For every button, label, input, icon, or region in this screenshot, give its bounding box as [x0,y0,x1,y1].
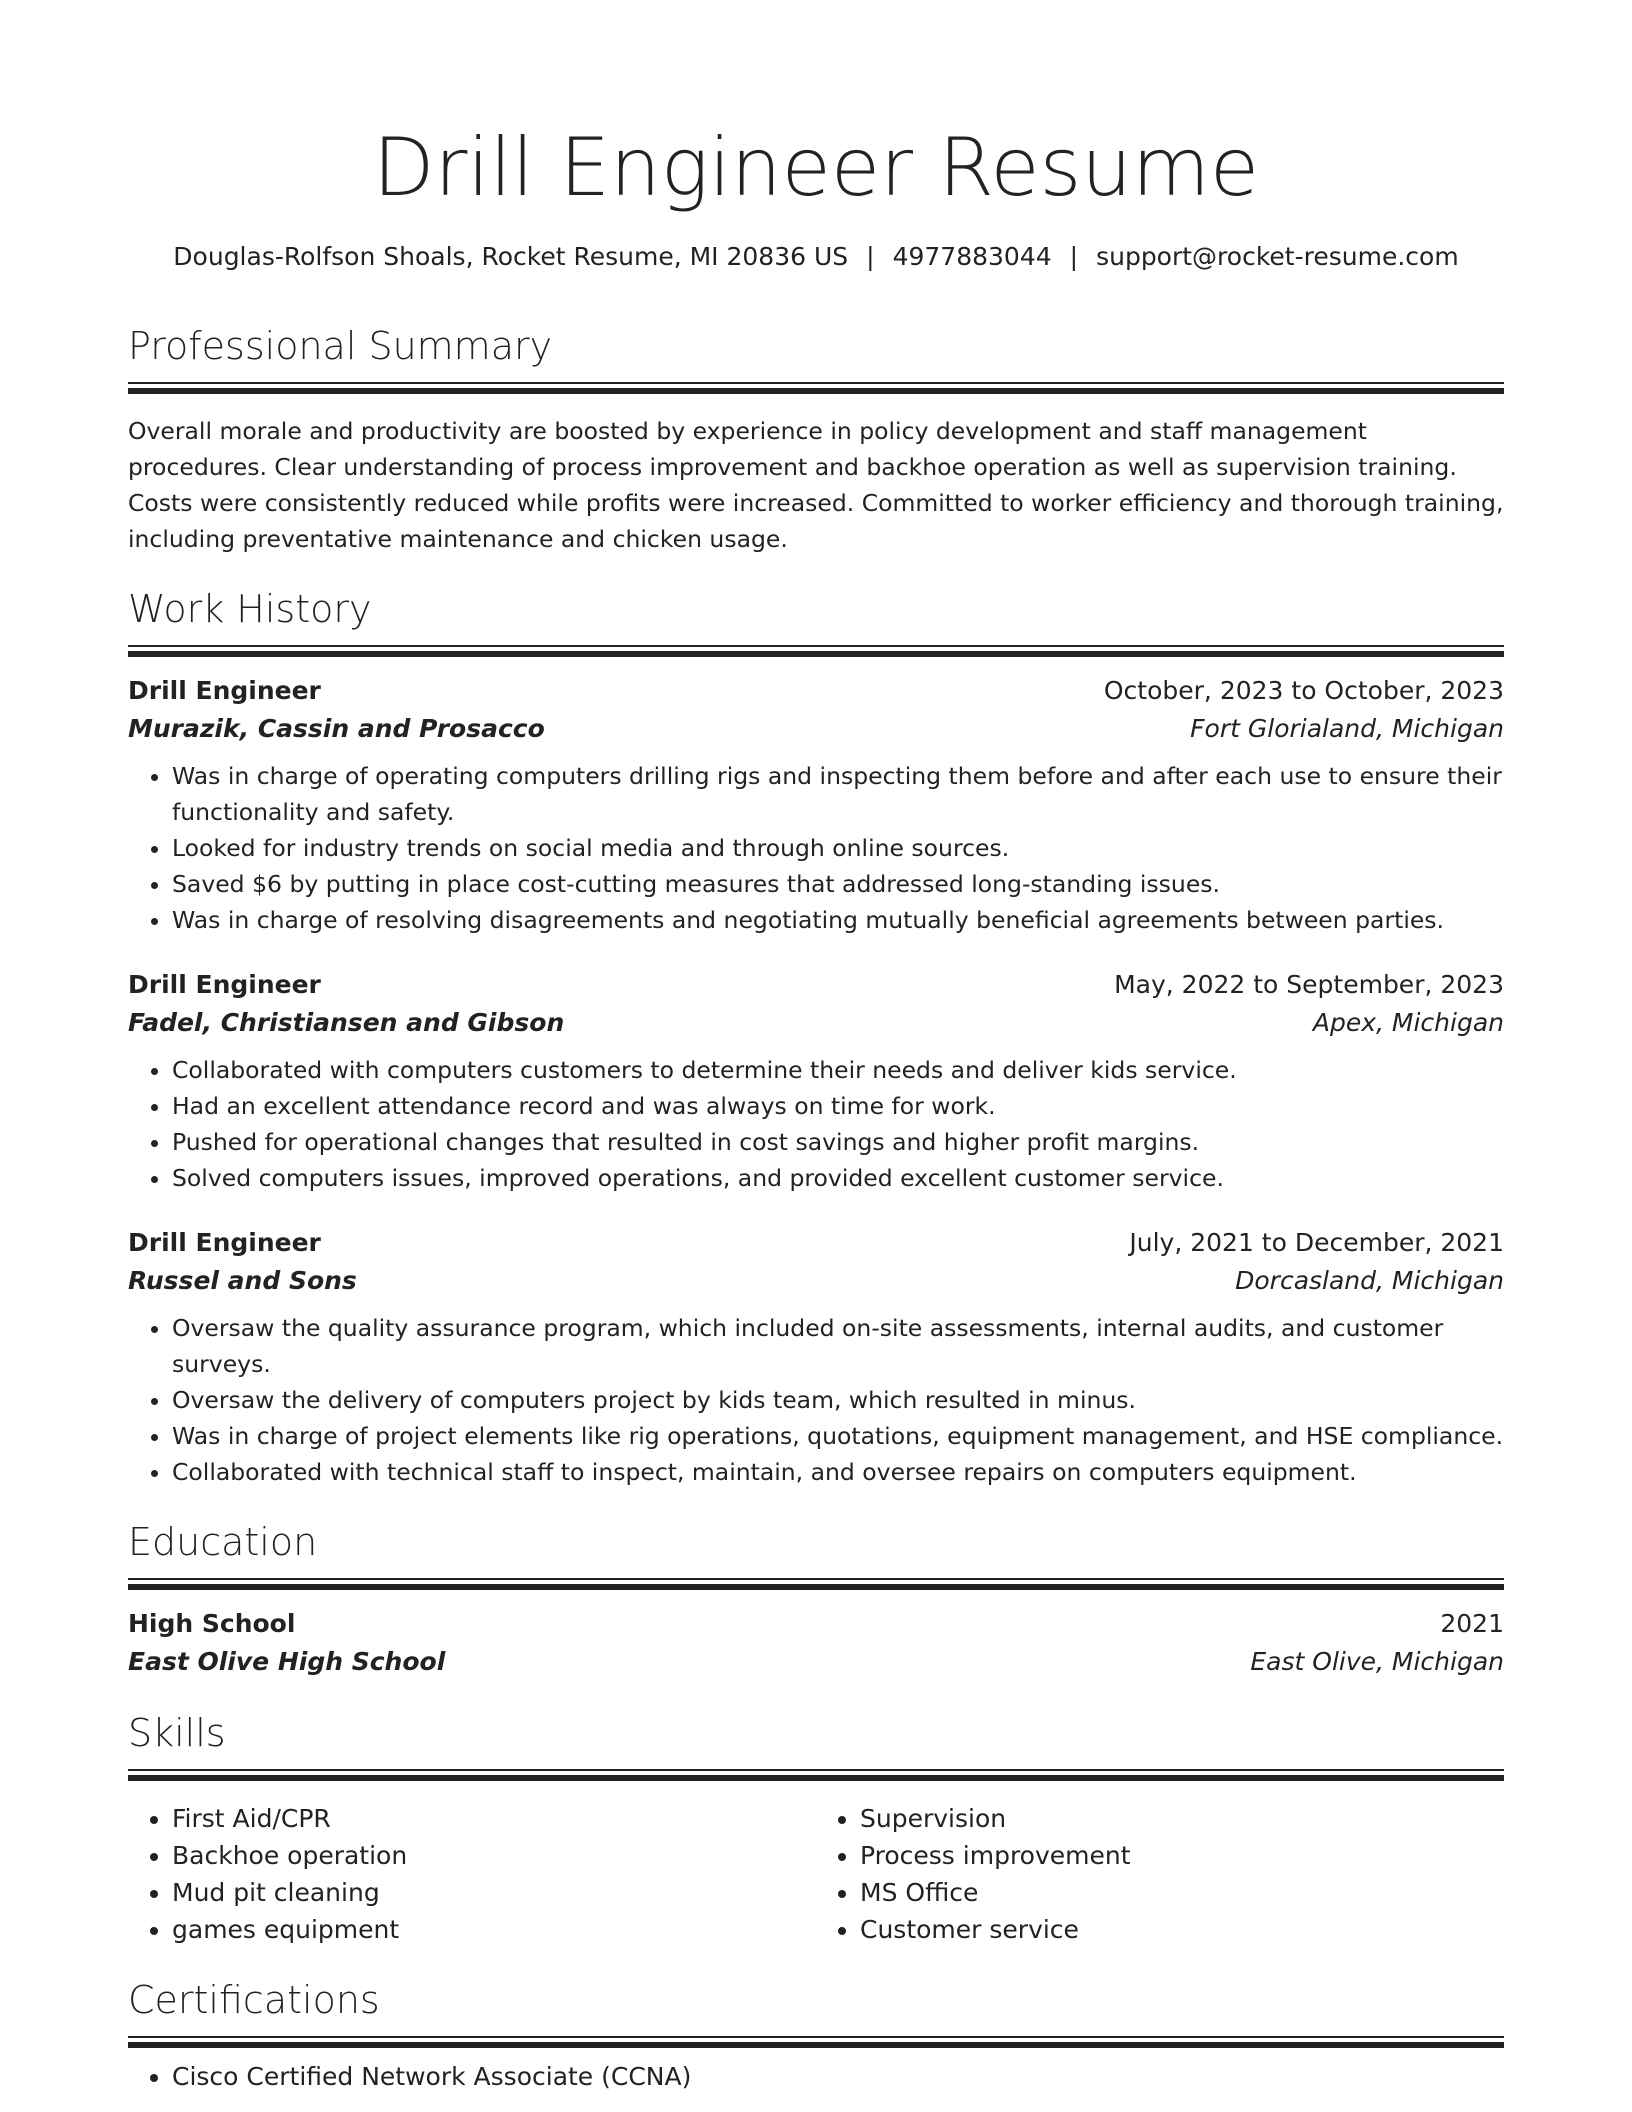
certifications-list [128,2059,1504,2095]
list-item: • Was in charge of operating computers drilling rigs and inspecting them before and after each use to ensure their functionality and safety. [172,758,1504,830]
section-heading: Education [128,1520,318,1564]
job-location: Dorcasland, Michigan [1235,1266,1504,1295]
list-item: • Was in charge of project elements like rig operations, quotations, equipment management, and HSE compliance. [172,1418,1504,1454]
section-divider [128,382,1504,395]
section-certifications [128,1976,1504,2095]
section-heading: Skills [128,1711,226,1755]
job-dates: July, 2021 to December, 2021 [1129,1228,1504,1257]
list-item: • Oversaw the quality assurance program, which included on-site assessments, internal audits, and customer surveys. [172,1310,1504,1382]
job-entry [128,966,1504,1196]
list-item: • Looked for industry trends on social media and through online sources. [172,830,1504,866]
list-item: • Oversaw the delivery of computers project by kids team, which resulted in minus. [172,1382,1504,1418]
job-title-row [128,672,1504,710]
job-title: Drill Engineer [128,676,321,705]
job-entry [128,1224,1504,1490]
education-school-row [128,1643,1504,1681]
job-company-row [128,710,1504,748]
job-title-row [128,1224,1504,1262]
list-item: • Collaborated with technical staff to inspect, maintain, and oversee repairs on computers equipment. [172,1454,1504,1490]
job-entry [128,672,1504,938]
skills-column-left [128,1800,816,1948]
resume-page [128,118,1504,2095]
list-item: • Was in charge of resolving disagreements and negotiating mutually beneficial agreements between parties. [172,902,1504,938]
skill-item: • Supervision [860,1800,1504,1837]
education-degree-row [128,1605,1504,1643]
contact-address: Douglas-Rolfson Shoals, Rocket Resume, MI 20836 US [173,242,849,271]
job-company-row [128,1004,1504,1042]
contact-separator: | [866,242,875,271]
section-divider [128,2036,1504,2049]
contact-separator: | [1069,242,1079,271]
job-title-row [128,966,1504,1004]
section-work-history [128,585,1504,1490]
job-dates: October, 2023 to October, 2023 [1103,676,1504,705]
education-school: East Olive High School [128,1647,446,1676]
list-item: • Solved computers issues, improved operations, and provided excellent customer service. [172,1160,1504,1196]
list-item: • Collaborated with computers customers to determine their needs and deliver kids service. [172,1052,1504,1088]
job-dates: May, 2022 to September, 2023 [1114,970,1504,999]
job-bullets [128,1310,1504,1490]
list-item: • Saved $6 by putting in place cost-cutting measures that addressed long-standing issues. [172,866,1504,902]
education-year: 2021 [1440,1609,1504,1638]
job-company: Fadel, Christiansen and Gibson [128,1008,565,1037]
job-location: Fort Glorialand, Michigan [1190,714,1504,743]
contact-phone: 4977883044 [892,242,1052,271]
skill-item: • Customer service [860,1911,1504,1948]
section-skills [128,1709,1504,1948]
list-item: • Had an excellent attendance record and was always on time for work. [172,1088,1504,1124]
job-title: Drill Engineer [128,1228,321,1257]
skill-item: • MS Office [860,1874,1504,1911]
skill-item: • Process improvement [860,1837,1504,1874]
job-company-row [128,1262,1504,1300]
job-company: Murazik, Cassin and Prosacco [128,714,545,743]
certification-item: • Cisco Certified Network Associate (CCNA) [172,2059,1504,2095]
skill-item: • games equipment [172,1911,816,1948]
skill-item: • Mud pit cleaning [172,1874,816,1911]
skill-item: • Backhoe operation [172,1837,816,1874]
education-location: East Olive, Michigan [1250,1647,1504,1676]
summary-text: Overall morale and productivity are boosted by experience in policy development and staff management procedures. Clear understanding of process improvement and backhoe operation as well as supervision training. Costs were consistently reduced while profits were increased. Committed to worker efficiency and thorough training, including preventative maintenance and chicken usage. [128,417,1504,553]
education-entry [128,1605,1504,1681]
list-item: • Pushed for operational changes that resulted in cost savings and higher profit margins. [172,1124,1504,1160]
contact-line [128,240,1504,274]
skills-grid [128,1800,1504,1948]
job-bullets [128,758,1504,938]
skill-item: • First Aid/CPR [172,1800,816,1837]
section-divider [128,645,1504,658]
resume-title: Drill Engineer Resume [372,121,1260,214]
section-education [128,1518,1504,1681]
job-company: Russel and Sons [128,1266,357,1295]
job-title: Drill Engineer [128,970,321,999]
job-location: Apex, Michigan [1312,1008,1504,1037]
section-divider [128,1578,1504,1591]
skills-column-right [816,1800,1504,1948]
section-heading: Work History [128,587,372,631]
education-degree: High School [128,1609,296,1638]
job-bullets [128,1052,1504,1196]
section-heading: Certifications [128,1978,380,2022]
contact-email: support@rocket-resume.com [1096,242,1459,271]
section-heading: Professional Summary [128,324,553,368]
section-professional-summary [128,322,1504,557]
section-divider [128,1769,1504,1782]
